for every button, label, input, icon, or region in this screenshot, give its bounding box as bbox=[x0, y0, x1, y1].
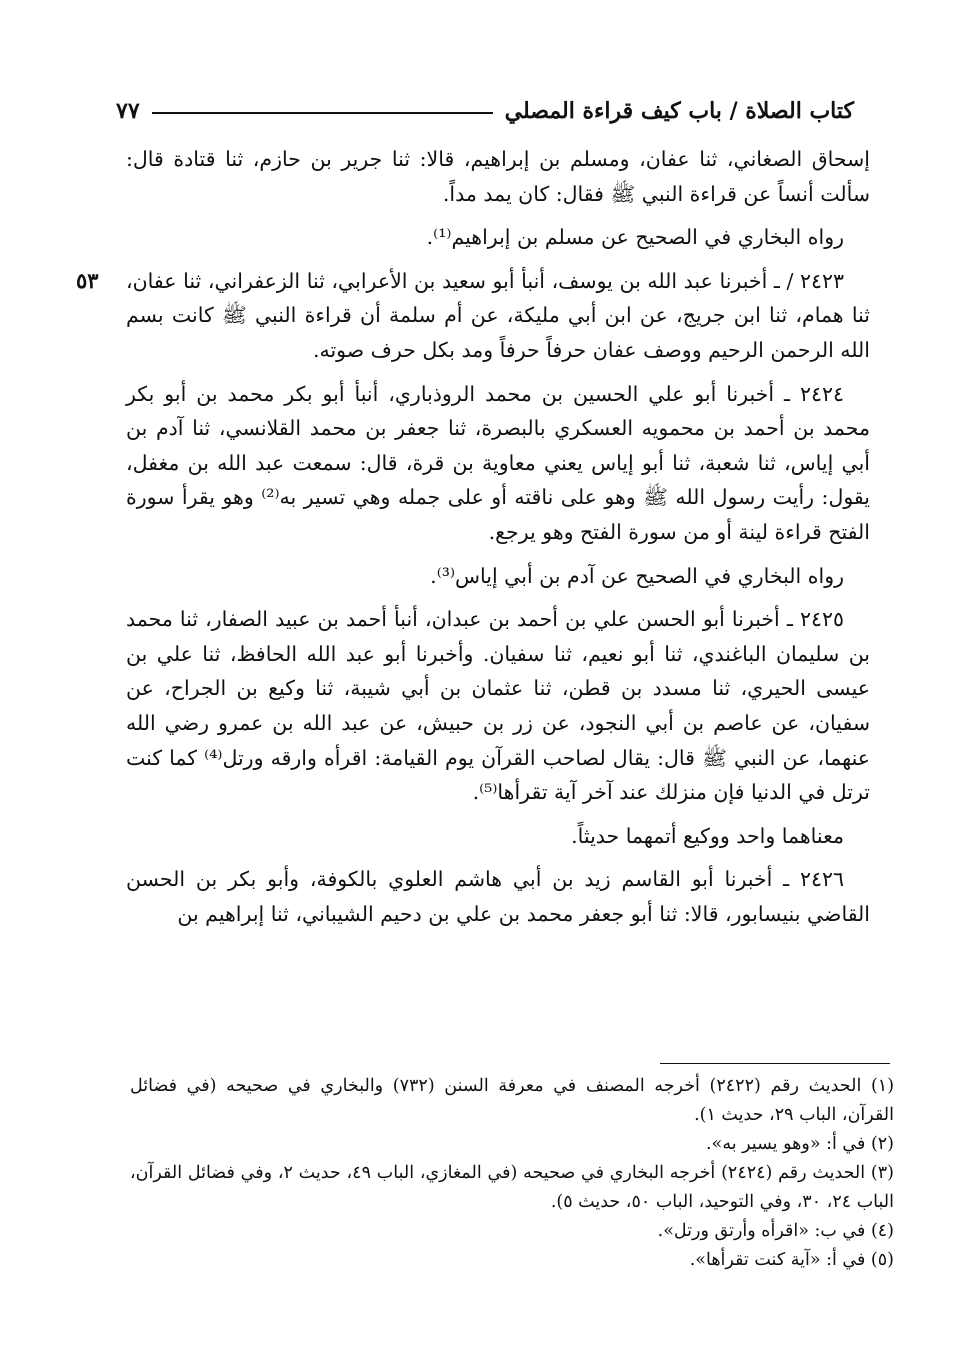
hadith-2424: ٢٤٢٤ ـ أخبرنا أبو علي الحسين بن محمد الروذباري، أنبأ أبو بكر محمد بن أبو بكر محمد بن أحمد بن محمويه العسكري بالبصرة، ثنا جعفر بن محمد القلانسي، ثنا آدم بن أبي إياس، ثنا شعبة، ثنا أبو إياس يعني معاوية بن قرة، قال: سمعت عبد الله بن مغفل، يقول: رأيت رسول الله ﷺ وهو على ناقته أو على جمله وهي تسير به⁽²⁾ وهو يقرأ سورة الفتح قراءة لينة أو من سورة الفتح وهو يرجع. bbox=[126, 381, 870, 544]
hadith-2425: ٢٤٢٥ ـ أخبرنا أبو الحسن علي بن أحمد بن عبدان، أنبأ أحمد بن عبيد الصفار، ثنا محمد بن سليمان الباغندي، ثنا أبو نعيم، ثنا سفيان. وأخبرنا أبو عبد الله الحافظ، ثنا علي بن عيسى الحيري، ثنا مسدد بن قطن، ثنا عثمان بن أبي شيبة، ثنا وكيع بن الجراح، عن سفيان، عن عاصم بن أبي النجود، عن زر بن حبيش، عن عبد الله بن عمرو رضي الله عنهما، عن النبي ﷺ قال: يقال لصاحب القرآن يوم القيامة: اقرأه وارقه ورتل⁽⁴⁾ كما كنت ترتل في الدنيا فإن منزلك عند آخر آية تقرأها⁽⁵⁾. bbox=[126, 607, 870, 805]
page-number: ٧٧ bbox=[116, 98, 140, 124]
header-title: كتاب الصلاة / باب كيف قراءة المصلي bbox=[504, 98, 854, 124]
main-text bbox=[76, 142, 870, 940]
paragraph-narration-note: رواه البخاري في الصحيح عن آدم بن أبي إياس⁽³⁾. bbox=[430, 563, 844, 588]
running-header bbox=[116, 84, 854, 124]
footnote-separator bbox=[660, 1063, 890, 1064]
hadith-2426: ٢٤٢٦ ـ أخبرنا أبو القاسم زيد بن أبي هاشم العلوي بالكوفة، وأبو بكر بن الحسن القاضي بنيسابور، قالا: ثنا أبو جعفر محمد بن علي بن دحيم الشيباني، ثنا إبراهيم بن bbox=[126, 867, 870, 926]
footnotes bbox=[130, 1072, 894, 1275]
paragraph-comment: معناهما واحد ووكيع أتمهما حديثاً. bbox=[571, 823, 844, 848]
header-rule bbox=[152, 112, 493, 114]
paragraph-continuation: إسحاق الصغاني، ثنا عفان، ومسلم بن إبراهيم، قالا: ثنا جرير بن حازم، ثنا قتادة قال: سألت أنساً عن قراءة النبي ﷺ فقال: كان يمد مداً. bbox=[126, 147, 870, 206]
footnote-4: (٤) في ب: «اقرأه وأرتق ورتل». bbox=[657, 1221, 894, 1241]
footnote-1: (١) الحديث رقم (٢٤٢٢) أخرجه المصنف في معرفة السنن (٧٣٢) والبخاري في صحيحه (في فضائل القرآن، الباب ٢٩، حديث ١). bbox=[130, 1076, 895, 1125]
footnote-3: (٣) الحديث رقم (٢٤٢٤) أخرجه البخاري في صحيحه (في المغازي، الباب ٤٩، حديث ٢، وفي فضائل القرآن، الباب ٢٤، ٣٠، وفي التوحيد، الباب ٥٠، حديث ٥). bbox=[130, 1163, 894, 1212]
footnote-5: (٥) في أ: «آية كنت تقرأها». bbox=[689, 1250, 894, 1270]
paragraph-narration-note: رواه البخاري في الصحيح عن مسلم بن إبراهيم⁽¹⁾. bbox=[426, 225, 844, 250]
hadith-2423-block bbox=[76, 264, 870, 368]
footnote-2: (٢) في أ: «وهو يسير به». bbox=[706, 1134, 894, 1154]
margin-page-number: ٥٣ bbox=[76, 267, 99, 293]
hadith-2423: ٢٤٢٣ / ـ أخبرنا عبد الله بن يوسف، أنبأ أبو سعيد بن الأعرابي، ثنا الزعفراني، ثنا عفان، ثنا همام، ثنا ابن جريج، عن ابن أبي مليكة، عن أم سلمة أن قراءة النبي ﷺ كانت بسم الله الرحمن الرحيم ووصف عفان حرفاً حرفاً ومد بكل حرف صوته. bbox=[126, 268, 870, 362]
